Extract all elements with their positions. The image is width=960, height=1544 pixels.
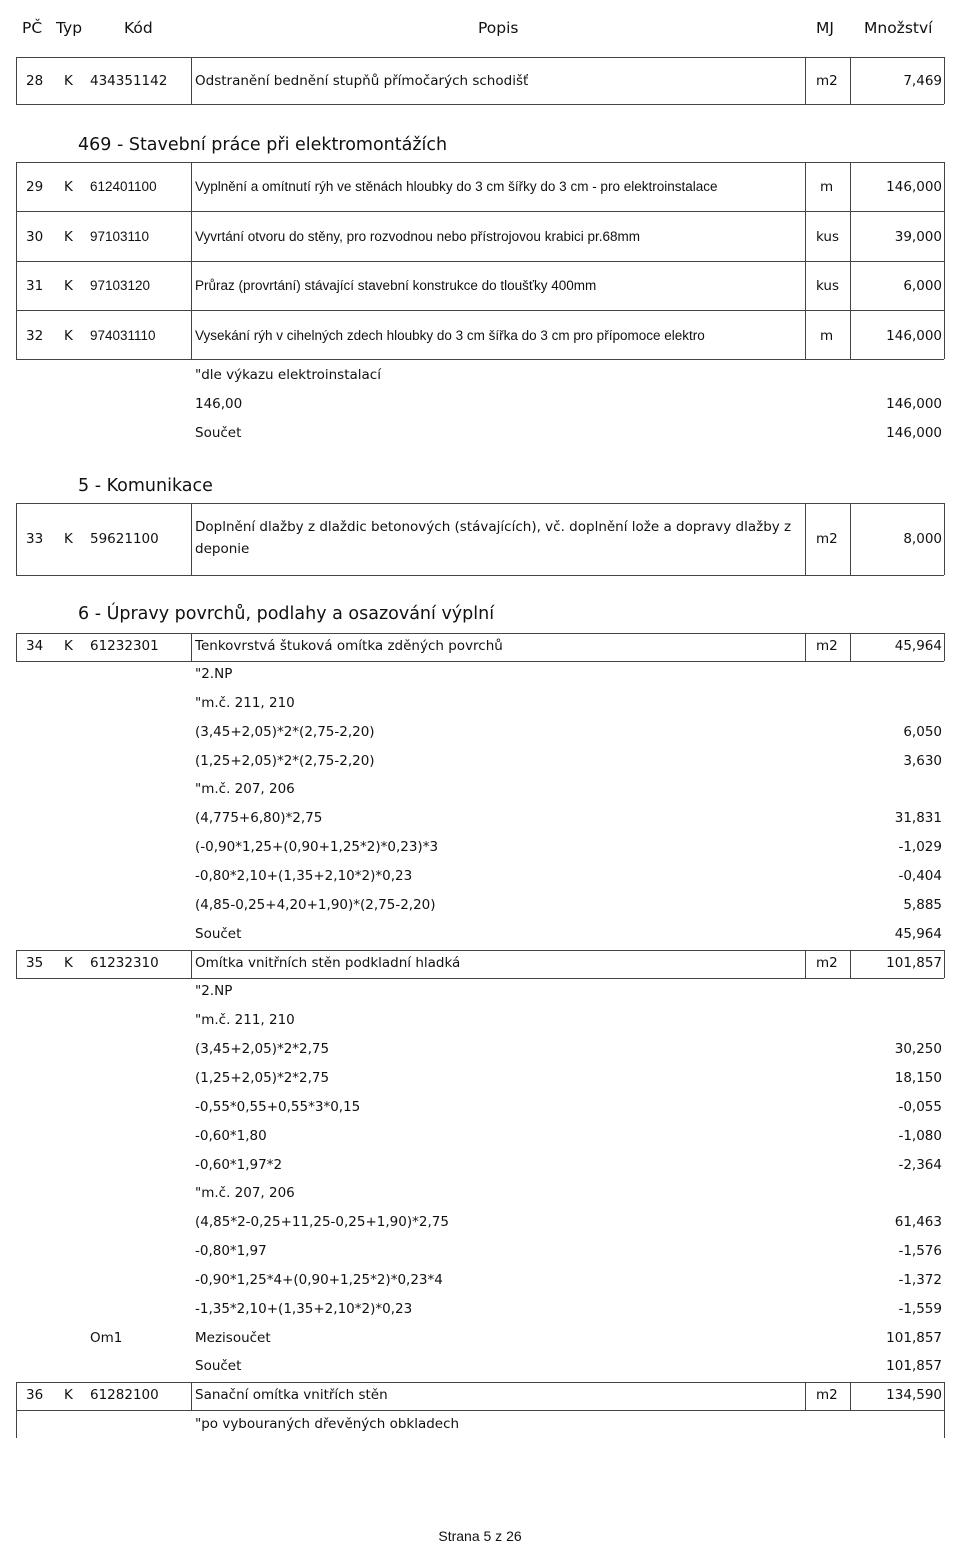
row-popis: Odstranění bednění stupňů přímočarých schodišť <box>195 73 529 89</box>
calc-value: 146,000 <box>886 425 942 441</box>
calc-text: (4,85*2-0,25+11,25-0,25+1,90)*2,75 <box>195 1214 449 1230</box>
calc-value: -1,559 <box>898 1301 942 1317</box>
calc-text: (1,25+2,05)*2*2,75 <box>195 1070 330 1086</box>
row-qty: 134,590 <box>886 1387 942 1403</box>
subtotal-code: Om1 <box>90 1330 123 1346</box>
page-footer: Strana 5 z 26 <box>438 1528 522 1544</box>
row-qty: 45,964 <box>894 638 942 654</box>
header-typ: Typ <box>56 19 83 37</box>
calc-value: 6,050 <box>903 724 942 740</box>
calc-text: Součet <box>195 926 242 942</box>
row-typ: K <box>64 229 73 245</box>
row-kod: 59621100 <box>90 531 159 547</box>
row-pc: 36 <box>26 1387 44 1403</box>
calc-value: -1,576 <box>898 1243 942 1259</box>
calc-value: 31,831 <box>894 810 942 826</box>
calc-value: 101,857 <box>886 1358 942 1374</box>
calc-text: -0,60*1,80 <box>195 1128 267 1144</box>
row-kod: 974031110 <box>90 328 156 343</box>
row-typ: K <box>64 278 73 294</box>
calc-value: -1,372 <box>898 1272 942 1288</box>
calc-value: 5,885 <box>903 897 942 913</box>
row-typ: K <box>64 328 73 344</box>
row-kod: 61282100 <box>90 1387 159 1403</box>
row-mj: m2 <box>816 531 838 547</box>
calc-text: (3,45+2,05)*2*(2,75-2,20) <box>195 724 375 740</box>
row-pc: 29 <box>26 179 44 195</box>
row-qty: 101,857 <box>886 955 942 971</box>
calc-text: "2.NP <box>195 983 233 999</box>
header-kod: Kód <box>124 19 153 37</box>
section-title: 5 - Komunikace <box>78 476 213 496</box>
row-typ: K <box>64 638 73 654</box>
row-kod: 61232310 <box>90 955 159 971</box>
calc-value: -0,055 <box>898 1099 942 1115</box>
row-popis: Vyplnění a omítnutí rýh ve stěnách hloubky do 3 cm šířky do 3 cm - pro elektroinstalace <box>195 179 718 194</box>
row-popis: Vyvrtání otvoru do stěny, pro rozvodnou nebo přístrojovou krabici pr.68mm <box>195 229 640 244</box>
row-mj: kus <box>816 278 839 294</box>
row-popis: Sanační omítka vnitřích stěn <box>195 1387 388 1403</box>
calc-value: 30,250 <box>894 1041 942 1057</box>
row-mj: kus <box>816 229 839 245</box>
calc-value: -1,029 <box>898 839 942 855</box>
row-qty: 39,000 <box>894 229 942 245</box>
section-title: 6 - Úpravy povrchů, podlahy a osazování výplní <box>78 604 495 624</box>
calc-value: -0,404 <box>898 868 942 884</box>
calc-text: (-0,90*1,25+(0,90+1,25*2)*0,23)*3 <box>195 839 439 855</box>
row-popis: Doplnění dlažby z dlaždic betonových (stávajících), vč. doplnění lože a dopravy dlažby z <box>195 519 792 535</box>
header-mnozstvi: Množství <box>864 19 933 37</box>
calc-value: 3,630 <box>903 753 942 769</box>
row-mj: m <box>820 328 834 344</box>
calc-text: 146,00 <box>195 396 243 412</box>
calc-text: (4,85-0,25+4,20+1,90)*(2,75-2,20) <box>195 897 436 913</box>
row-pc: 30 <box>26 229 44 245</box>
row-pc: 34 <box>26 638 44 654</box>
row-qty: 7,469 <box>903 73 942 89</box>
row-kod: 434351142 <box>90 73 168 89</box>
calc-text: -0,60*1,97*2 <box>195 1157 283 1173</box>
calc-text: "m.č. 211, 210 <box>195 695 295 711</box>
calc-value: -2,364 <box>898 1157 942 1173</box>
row-mj: m <box>820 179 834 195</box>
row-typ: K <box>64 531 73 547</box>
calc-text: "po vybouraných dřevěných obkladech <box>195 1416 460 1432</box>
row-popis: Vysekání rýh v cihelných zdech hloubky do 3 cm šířka do 3 cm pro přípomoce elektro <box>195 328 705 343</box>
calc-text: "m.č. 207, 206 <box>195 1185 295 1201</box>
row-qty: 8,000 <box>903 531 942 547</box>
calc-text: -0,55*0,55+0,55*3*0,15 <box>195 1099 361 1115</box>
header-mj: MJ <box>816 19 834 37</box>
row-typ: K <box>64 73 73 89</box>
subtotal-label: Mezisoučet <box>195 1330 271 1346</box>
calc-text: "dle výkazu elektroinstalací <box>195 367 381 383</box>
calc-value: 18,150 <box>894 1070 942 1086</box>
calc-text: -1,35*2,10+(1,35+2,10*2)*0,23 <box>195 1301 413 1317</box>
row-pc: 33 <box>26 531 44 547</box>
header-popis: Popis <box>478 19 519 37</box>
calc-text: Součet <box>195 1358 242 1374</box>
calc-value: 45,964 <box>894 926 942 942</box>
calc-value: -1,080 <box>898 1128 942 1144</box>
row-pc: 35 <box>26 955 44 971</box>
calc-value: 61,463 <box>894 1214 942 1230</box>
calc-value: 146,000 <box>886 396 942 412</box>
calc-text: -0,80*2,10+(1,35+2,10*2)*0,23 <box>195 868 413 884</box>
row-kod: 97103110 <box>90 229 150 244</box>
row-popis: Tenkovrstvá štuková omítka zděných povrchů <box>195 638 503 654</box>
row-popis: Omítka vnitřních stěn podkladní hladká <box>195 955 461 971</box>
row-kod: 97103120 <box>90 278 151 293</box>
calc-text: (4,775+6,80)*2,75 <box>195 810 323 826</box>
row-kod: 612401100 <box>90 179 157 194</box>
row-pc: 31 <box>26 278 44 294</box>
calc-text: -0,80*1,97 <box>195 1243 267 1259</box>
row-mj: m2 <box>816 1387 838 1403</box>
calc-text: (1,25+2,05)*2*(2,75-2,20) <box>195 753 375 769</box>
header-pc: PČ <box>22 19 43 37</box>
row-qty: 6,000 <box>903 278 942 294</box>
row-pc: 32 <box>26 328 44 344</box>
row-pc: 28 <box>26 73 44 89</box>
row-kod: 61232301 <box>90 638 159 654</box>
calc-text: "m.č. 211, 210 <box>195 1012 295 1028</box>
row-mj: m2 <box>816 955 838 971</box>
row-typ: K <box>64 179 73 195</box>
calc-text: -0,90*1,25*4+(0,90+1,25*2)*0,23*4 <box>195 1272 443 1288</box>
calc-text: Součet <box>195 425 242 441</box>
calc-text: "m.č. 207, 206 <box>195 781 295 797</box>
row-mj: m2 <box>816 73 838 89</box>
row-popis-cont: deponie <box>195 541 250 557</box>
section-title: 469 - Stavební práce při elektromontážích <box>78 135 448 155</box>
row-mj: m2 <box>816 638 838 654</box>
row-typ: K <box>64 955 73 971</box>
row-qty: 146,000 <box>886 328 942 344</box>
calc-text: (3,45+2,05)*2*2,75 <box>195 1041 330 1057</box>
calc-text: "2.NP <box>195 666 233 682</box>
row-qty: 146,000 <box>886 179 942 195</box>
subtotal-value: 101,857 <box>886 1330 942 1346</box>
row-popis: Průraz (provrtání) stávající stavební konstrukce do tloušťky 400mm <box>195 278 597 293</box>
row-typ: K <box>64 1387 73 1403</box>
